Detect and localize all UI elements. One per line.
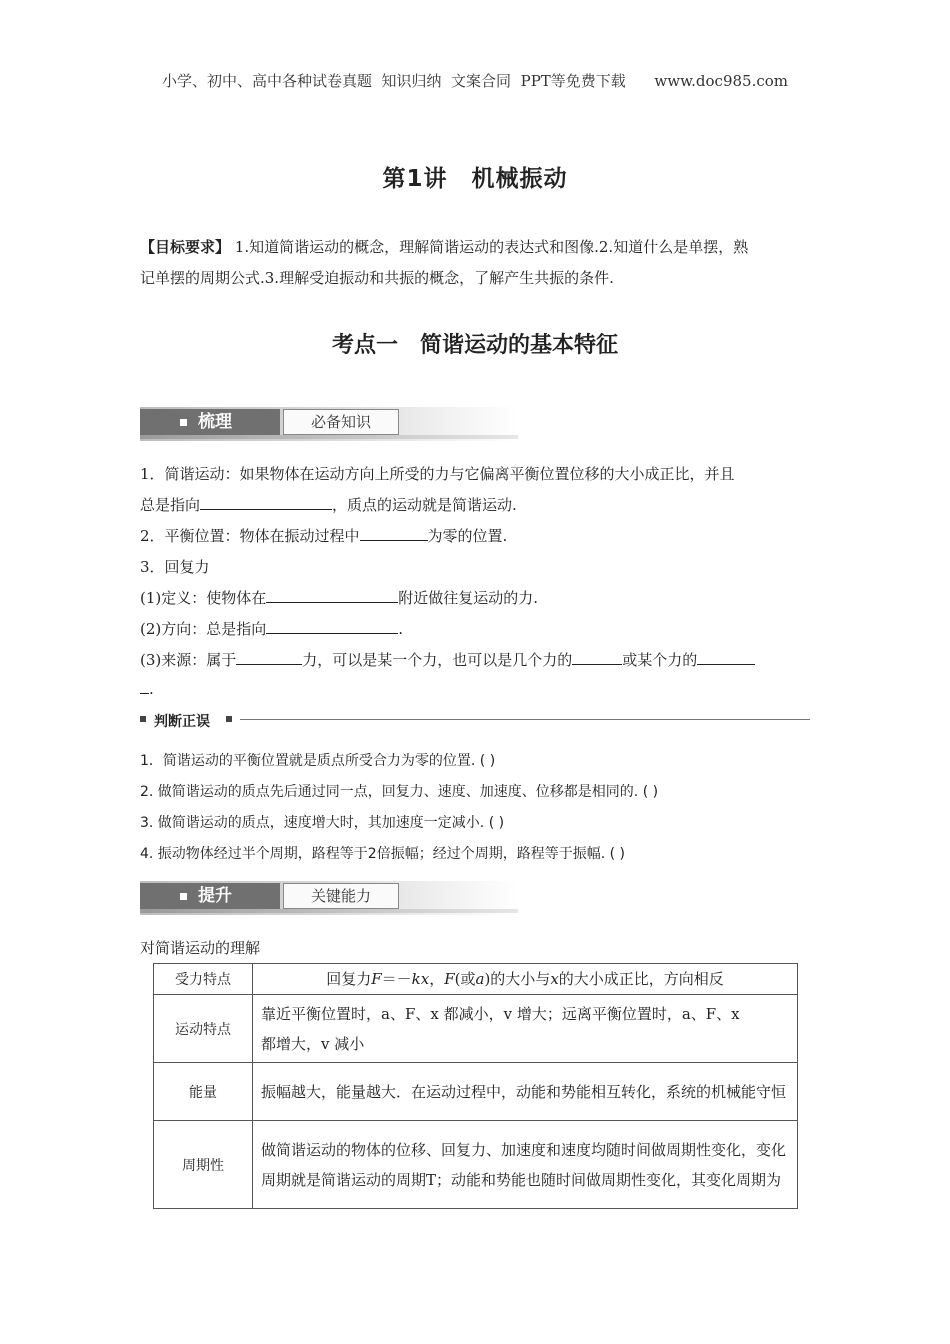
table-row	[154, 1063, 798, 1121]
goal-text-1: 1.知道简谐运动的概念，理解简谐运动的表达式和图像.2.知道什么是单摆，熟	[234, 238, 749, 256]
knowledge-dir	[140, 618, 403, 639]
row-key: 受力特点	[154, 964, 253, 995]
section-title: 考点一 简谐运动的基本特征	[331, 333, 618, 358]
banner-main-label: 梳理	[198, 412, 232, 432]
blank-field	[140, 678, 149, 694]
blank-field	[200, 494, 332, 510]
row-value: 靠近平衡位置时，a、F、x 都减小，v 增大；远离平衡位置时，a、F、x 都增大，v 减小	[253, 995, 798, 1063]
row-value: 振幅越大，能量越大．在运动过程中，动能和势能相互转化，系统的机械能守恒	[253, 1063, 798, 1121]
row-key: 运动特点	[154, 995, 253, 1063]
knowledge-item-3: 3．回复力	[140, 558, 210, 576]
goal-paragraph	[140, 232, 812, 294]
square-icon	[180, 893, 187, 900]
knowledge-src-end	[140, 678, 154, 698]
blank-field	[360, 525, 428, 541]
shm-table	[153, 963, 798, 1209]
knowledge-item-1b	[140, 494, 517, 515]
banner-knowledge	[140, 407, 518, 441]
src-text-c: 或某个力的	[622, 651, 698, 669]
goal-text-2: 记单摆的周期公式.3.理解受迫振动和共振的概念，了解产生共振的条件.	[140, 269, 614, 287]
table-row	[154, 995, 798, 1063]
judge-title: 判断正误	[154, 714, 210, 730]
banner-ability	[140, 881, 518, 915]
square-icon	[180, 419, 187, 426]
lesson-title: 第1讲 机械振动	[382, 166, 568, 192]
src-end: .	[149, 680, 154, 698]
src-text-a: (3)来源：属于	[140, 651, 237, 669]
knowledge-src	[140, 649, 755, 670]
item2-text-a: 2．平衡位置：物体在振动过程中	[140, 527, 360, 545]
judge-item: 2. 做简谐运动的质点先后通过同一点，回复力、速度、加速度、位移都是相同的. ( )	[140, 784, 659, 800]
item1-text-a: 总是指向	[140, 496, 201, 514]
judge-item: 3. 做简谐运动的质点，速度增大时，其加速度一定减小. ( )	[140, 815, 505, 831]
judge-header	[140, 711, 810, 731]
row-key: 周期性	[154, 1121, 253, 1209]
header-site-link[interactable]: www.doc985.com	[654, 72, 788, 90]
src-text-b: 力，可以是某一个力，也可以是几个力的	[302, 651, 573, 669]
item2-text-b: 为零的位置.	[427, 527, 508, 545]
judge-item: 4. 振动物体经过半个周期，路程等于2倍振幅；经过个周期，路程等于振幅. ( )	[140, 846, 625, 862]
square-icon	[226, 716, 232, 722]
blank-field	[572, 649, 622, 665]
blank-field	[697, 649, 755, 665]
banner-sub-label: 关键能力	[283, 883, 399, 909]
blank-field	[236, 649, 302, 665]
table-row	[154, 1121, 798, 1209]
judge-item: 1．简谐运动的平衡位置就是质点所受合力为零的位置. ( )	[140, 753, 496, 769]
blank-field	[266, 587, 398, 603]
blank-field	[266, 618, 398, 634]
square-icon	[140, 716, 146, 722]
table-row	[154, 964, 798, 995]
row-value: 做简谐运动的物体的位移、回复力、加速度和速度均随时间做周期性变化，变化周期就是简谐运动的周期T；动能和势能也随时间做周期性变化，其变化周期为	[253, 1121, 798, 1209]
row-value: 回复力F＝－kx，F(或a)的大小与x的大小成正比，方向相反	[253, 964, 798, 995]
goal-label: 【目标要求】	[140, 238, 231, 256]
divider	[240, 719, 810, 720]
banner-main-label: 提升	[198, 886, 232, 906]
dir-text-b: .	[398, 620, 404, 638]
banner-sub-label: 必备知识	[283, 409, 399, 435]
item1-text-b: ，质点的运动就是简谐运动.	[332, 496, 517, 514]
row-key: 能量	[154, 1063, 253, 1121]
knowledge-item-1a: 1．简谐运动：如果物体在运动方向上所受的力与它偏离平衡位置位移的大小成正比，并且	[140, 465, 735, 483]
header-text: 小学、初中、高中各种试卷真题 知识归纳 文案合同 PPT等免费下载	[161, 72, 626, 90]
def-text-b: 附近做往复运动的力.	[398, 589, 539, 607]
knowledge-def	[140, 587, 538, 608]
dir-text-a: (2)方向：总是指向	[140, 620, 267, 638]
table-caption: 对简谐运动的理解	[140, 939, 261, 957]
knowledge-item-2	[140, 525, 507, 546]
def-text-a: (1)定义：使物体在	[140, 589, 267, 607]
page-header	[0, 70, 950, 91]
